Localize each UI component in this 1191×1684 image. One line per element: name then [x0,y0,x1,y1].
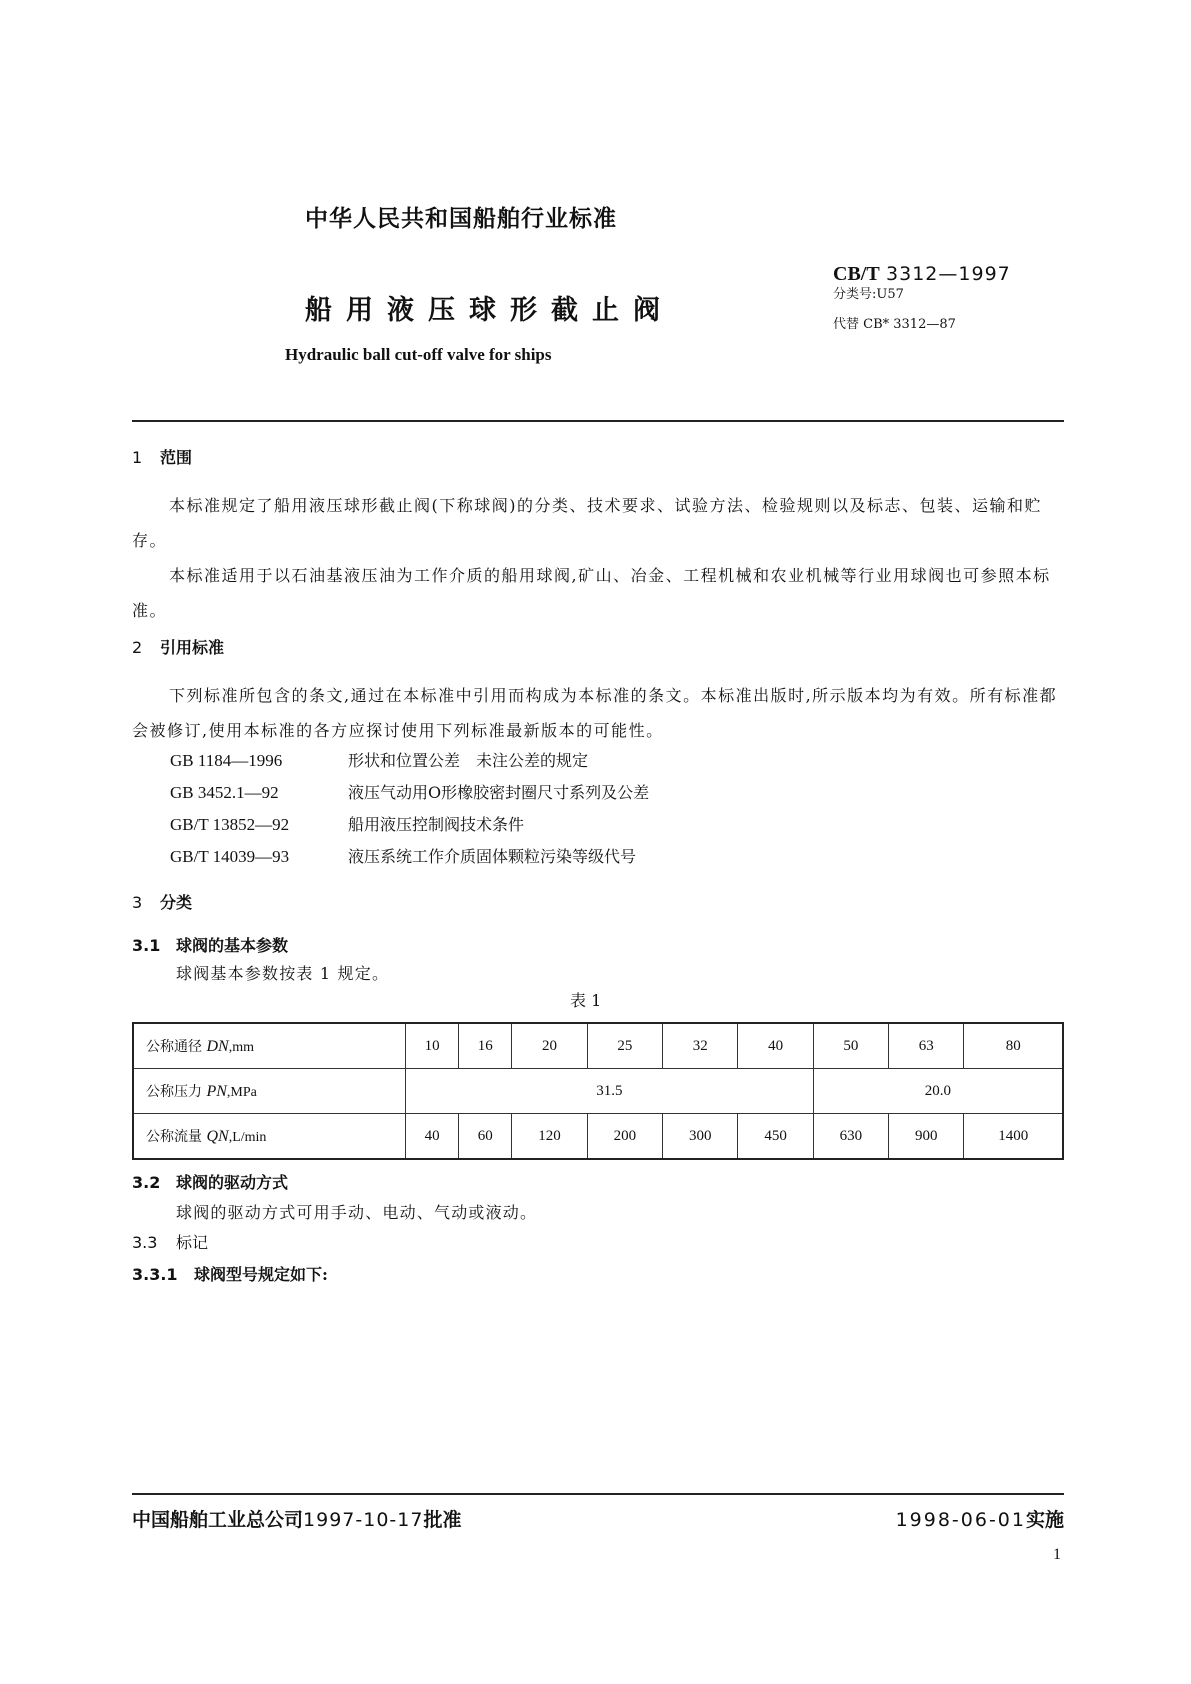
subsection-3-3-heading [132,1230,208,1253]
table-cell: 630 [813,1114,888,1160]
label-text: 公称压力 [146,1084,207,1100]
section-3-heading [132,890,192,913]
label-text: 公称通径 [146,1039,207,1055]
table-cell: 900 [889,1114,964,1160]
table-cell: 20 [512,1023,587,1069]
reference-title: 船用液压控制阀技术条件 [348,815,525,834]
label-unit: ,mm [228,1040,254,1055]
table-cell: 120 [512,1114,587,1160]
subsection-3-1-text: 球阀基本参数按表 1 规定。 [176,964,390,983]
subsection-title: 球阀的基本参数 [176,936,289,955]
reference-title: 液压系统工作介质固体颗粒污染等级代号 [348,847,637,866]
section-2-heading [132,635,224,658]
subsection-3-2-text: 球阀的驱动方式可用手动、电动、气动或液动。 [176,1203,538,1222]
subsection-number: 3.2 [132,1173,161,1192]
subsection-number: 3.1 [132,936,161,955]
reference-code: GB/T 14039—93 [170,847,290,866]
label-symbol: DN [206,1038,229,1055]
subsection-3-3-1-heading [132,1262,328,1285]
subsection-title: 球阀型号规定如下: [194,1265,328,1284]
code-prefix: CB/T [833,263,880,285]
effective-label: 实施 [1025,1509,1064,1531]
label-unit: ,L/min [228,1130,267,1145]
table-row [133,1023,1063,1069]
section-1-paragraph-2: 本标准适用于以石油基液压油为工作介质的船用球阀,矿山、冶金、工程机械和农业机械等行业用球阀也可参照本标准。 [132,566,1051,620]
document-title-cn: 船用液压球形截止阀 [305,295,674,326]
reference-code: GB 3452.1—92 [170,783,279,802]
label-symbol: PN [206,1083,227,1100]
approval-info [132,1505,461,1532]
effective-date: 1998-06-01 [895,1509,1026,1531]
section-1-paragraph-1: 本标准规定了船用液压球形截止阀(下称球阀)的分类、技术要求、试验方法、检验规则以及标志、包装、运输和贮存。 [132,496,1042,550]
subsection-title: 标记 [176,1233,209,1252]
code-number: 3312—1997 [886,263,1011,285]
table-cell-merged: 31.5 [406,1069,814,1114]
reference-item [170,812,524,835]
label-unit: ,MPa [226,1085,257,1100]
organization-text: 中华人民共和国船舶行业标准 [305,205,617,232]
header-divider [132,420,1064,422]
reference-title: 液压气动用O形橡胶密封圈尺寸系列及公差 [348,783,650,802]
page-number: 1 [1053,1546,1061,1563]
approve-date: 1997-10-17 [303,1509,424,1531]
reference-item [170,780,649,803]
table-cell-merged: 20.0 [813,1069,1063,1114]
table-cell: 60 [459,1114,512,1160]
subsection-3-1-heading [132,933,288,956]
section-1-heading [132,445,192,468]
standard-code [833,262,1011,285]
footer-divider [132,1493,1064,1495]
subsection-number: 3.3 [132,1233,158,1252]
section-number: 2 [132,638,143,657]
table-cell: 40 [738,1023,813,1069]
subsection-3-2-heading [132,1170,288,1193]
table-row [133,1069,1063,1114]
table-cell: 25 [587,1023,662,1069]
table-row [133,1114,1063,1160]
table-cell: 63 [889,1023,964,1069]
section-2-paragraph-1: 下列标准所包含的条文,通过在本标准中引用而构成为本标准的条文。本标准出版时,所示版本均为有效。所有标准都会被修订,使用本标准的各方应探讨使用下列标准最新版本的可能性。 [132,686,1058,740]
section-title: 分类 [160,893,193,912]
section-number: 3 [132,893,143,912]
classification-number: 分类号:U57 [833,287,904,302]
section-title: 引用标准 [160,638,225,657]
subsection-number: 3.3.1 [132,1265,178,1284]
table-cell: 1400 [964,1114,1063,1160]
document-title-en: Hydraulic ball cut-off valve for ships [285,345,552,364]
table-cell: 10 [406,1023,459,1069]
approver: 中国船舶工业总公司 [132,1509,304,1531]
reference-item [170,748,588,771]
table-1-caption: 表 1 [570,991,602,1010]
table-cell: 80 [964,1023,1063,1069]
table-1-basic-parameters [132,1022,1064,1160]
section-number: 1 [132,448,143,467]
label-text: 公称流量 [146,1129,207,1145]
table-cell: 32 [663,1023,738,1069]
table-cell: 300 [663,1114,738,1160]
subsection-title: 球阀的驱动方式 [176,1173,289,1192]
approve-label: 批准 [423,1509,462,1531]
row-label [133,1114,406,1160]
label-symbol: QN [206,1128,229,1145]
row-label [133,1069,406,1114]
reference-item [170,844,636,867]
row-label [133,1023,406,1069]
reference-code: GB/T 13852—92 [170,815,290,834]
table-cell: 16 [459,1023,512,1069]
section-title: 范围 [160,448,193,467]
replaces-standard: 代替 CB* 3312—87 [833,317,956,332]
reference-title: 形状和位置公差 未注公差的规定 [348,751,589,770]
reference-code: GB 1184—1996 [170,751,283,770]
table-cell: 450 [738,1114,813,1160]
table-cell: 40 [406,1114,459,1160]
table-cell: 50 [813,1023,888,1069]
table-cell: 200 [587,1114,662,1160]
effective-info [896,1505,1064,1532]
